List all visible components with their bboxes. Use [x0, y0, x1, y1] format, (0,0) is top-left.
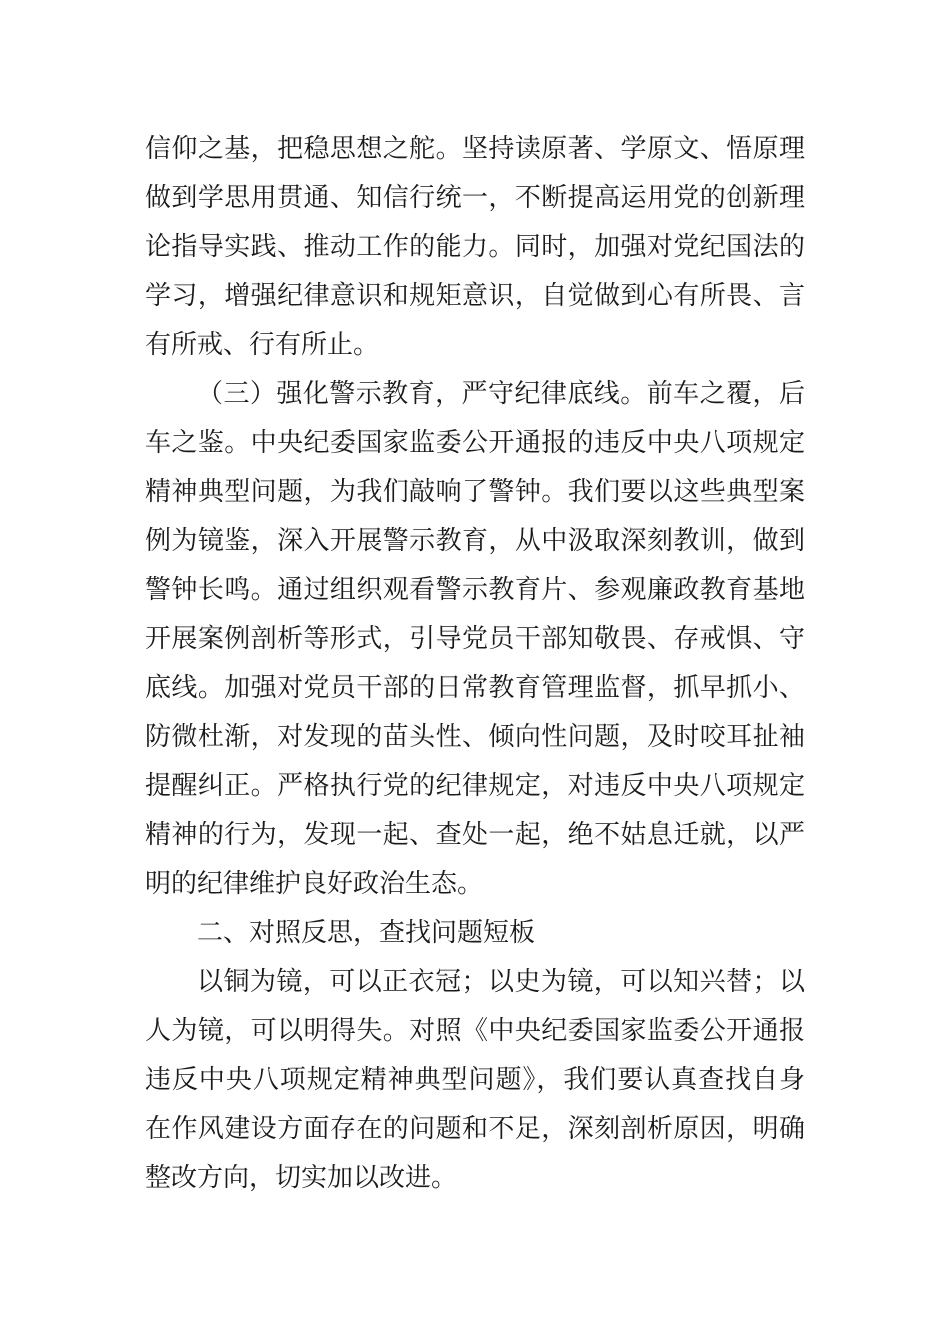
text-line: （三）强化警示教育，严守纪律底线。前车之覆，后 — [197, 379, 805, 409]
text-line: 在作风建设方面存在的问题和不足，深刻剖析原因，明确 — [145, 1114, 805, 1144]
section-heading — [145, 909, 805, 958]
text-line: 防微杜渐，对发现的苗头性、倾向性问题，及时咬耳扯袖 — [145, 722, 805, 752]
text-line: 开展案例剖析等形式，引导党员干部知敬畏、存戒惧、守 — [145, 624, 805, 654]
text-line: 论指导实践、推动工作的能力。同时，加强对党纪国法的 — [145, 232, 805, 262]
text-line: 做到学思用贯通、知信行统一，不断提高运用党的创新理 — [145, 183, 805, 213]
text-line: 精神典型问题，为我们敲响了警钟。我们要以这些典型案 — [145, 477, 805, 507]
text-line: 人为镜，可以明得失。对照《中央纪委国家监委公开通报 — [145, 1016, 805, 1046]
text-line: 底线。加强对党员干部的日常教育管理监督，抓早抓小、 — [145, 673, 805, 703]
text-line: 提醒纠正。严格执行党的纪律规定，对违反中央八项规定 — [145, 771, 805, 801]
text-line: 明的纪律维护良好政治生态。 — [145, 869, 484, 899]
text-line: 警钟长鸣。通过组织观看警示教育片、参观廉政教育基地 — [145, 575, 805, 605]
text-line: 车之鉴。中央纪委国家监委公开通报的违反中央八项规定 — [145, 428, 805, 458]
text-line: 以铜为镜，可以正衣冠；以史为镜，可以知兴替；以 — [197, 967, 805, 997]
section-heading-text: 二、对照反思，查找问题短板 — [197, 918, 536, 948]
text-line: 信仰之基，把稳思想之舵。坚持读原著、学原文、悟原理 — [145, 134, 805, 164]
text-line: 学习，增强纪律意识和规矩意识，自觉做到心有所畏、言 — [145, 281, 805, 311]
paragraph-reflection — [145, 958, 805, 1203]
paragraph-warning-education — [145, 370, 805, 909]
text-line: 违反中央八项规定精神典型问题》，我们要认真查找自身 — [145, 1065, 805, 1095]
document-body — [145, 125, 805, 1203]
paragraph-continued — [145, 125, 805, 370]
text-line: 整改方向，切实加以改进。 — [145, 1163, 458, 1193]
text-line: 精神的行为，发现一起、查处一起，绝不姑息迁就，以严 — [145, 820, 805, 850]
text-line: 有所戒、行有所止。 — [145, 330, 380, 360]
text-line: 例为镜鉴，深入开展警示教育，从中汲取深刻教训，做到 — [145, 526, 805, 556]
